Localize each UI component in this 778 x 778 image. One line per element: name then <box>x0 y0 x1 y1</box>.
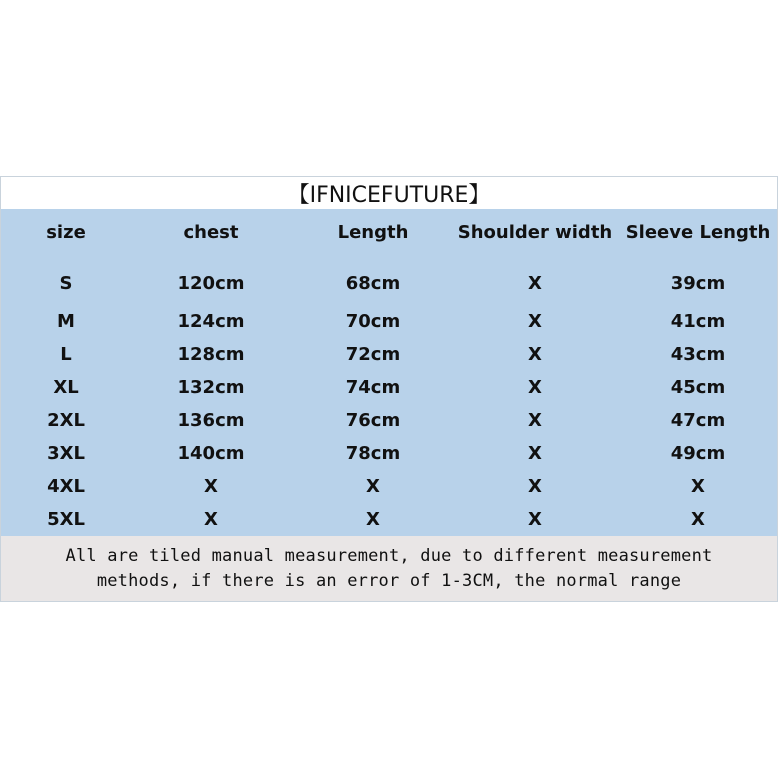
table-row <box>1 373 777 403</box>
note-line-2: methods, if there is an error of 1-3CM, the normal range <box>96 570 682 591</box>
table-row <box>1 505 777 535</box>
header-size: size <box>46 222 86 243</box>
cell-chest: X <box>204 476 218 497</box>
cell-sleeve-length: X <box>691 476 705 497</box>
cell-chest: 132cm <box>177 377 245 398</box>
table-row <box>1 472 777 502</box>
table-header-row <box>1 218 777 248</box>
cell-size: L <box>60 344 72 365</box>
cell-length: 76cm <box>345 410 401 431</box>
cell-chest: 120cm <box>177 273 245 294</box>
header-shoulder-width: Shoulder width <box>457 222 613 243</box>
cell-sleeve-length: 41cm <box>670 311 726 332</box>
cell-size: 3XL <box>47 443 85 464</box>
header-chest: chest <box>183 222 239 243</box>
cell-length: 72cm <box>345 344 401 365</box>
cell-shoulder-width: X <box>528 311 542 332</box>
table-row <box>1 307 777 337</box>
measurement-note <box>1 536 777 601</box>
table-row <box>1 269 777 299</box>
cell-chest: 128cm <box>177 344 245 365</box>
header-sleeve-length: Sleeve Length <box>625 222 771 243</box>
chart-title: 【IFNICEFUTURE】 <box>1 177 777 209</box>
cell-length: 74cm <box>345 377 401 398</box>
cell-size: XL <box>53 377 79 398</box>
cell-size: M <box>57 311 75 332</box>
cell-shoulder-width: X <box>528 344 542 365</box>
cell-chest: 136cm <box>177 410 245 431</box>
cell-shoulder-width: X <box>528 410 542 431</box>
cell-length: 70cm <box>345 311 401 332</box>
note-line-1: All are tiled manual measurement, due to different measurement <box>65 545 713 566</box>
size-table <box>1 209 777 536</box>
note-text <box>19 544 759 594</box>
cell-size: 5XL <box>47 509 85 530</box>
size-chart <box>0 176 778 602</box>
header-length: Length <box>337 222 409 243</box>
cell-chest: X <box>204 509 218 530</box>
cell-sleeve-length: 43cm <box>670 344 726 365</box>
table-row <box>1 406 777 436</box>
cell-length: X <box>366 509 380 530</box>
cell-chest: 124cm <box>177 311 245 332</box>
cell-size: 2XL <box>47 410 85 431</box>
cell-shoulder-width: X <box>528 443 542 464</box>
cell-sleeve-length: 45cm <box>670 377 726 398</box>
cell-length: X <box>366 476 380 497</box>
cell-length: 78cm <box>345 443 401 464</box>
table-row <box>1 340 777 370</box>
cell-sleeve-length: 47cm <box>670 410 726 431</box>
cell-length: 68cm <box>345 273 401 294</box>
cell-chest: 140cm <box>177 443 245 464</box>
cell-size: 4XL <box>47 476 85 497</box>
cell-shoulder-width: X <box>528 509 542 530</box>
cell-size: S <box>59 273 73 294</box>
cell-shoulder-width: X <box>528 476 542 497</box>
cell-sleeve-length: 49cm <box>670 443 726 464</box>
cell-sleeve-length: X <box>691 509 705 530</box>
cell-shoulder-width: X <box>528 377 542 398</box>
cell-sleeve-length: 39cm <box>670 273 726 294</box>
cell-shoulder-width: X <box>528 273 542 294</box>
table-row <box>1 439 777 469</box>
